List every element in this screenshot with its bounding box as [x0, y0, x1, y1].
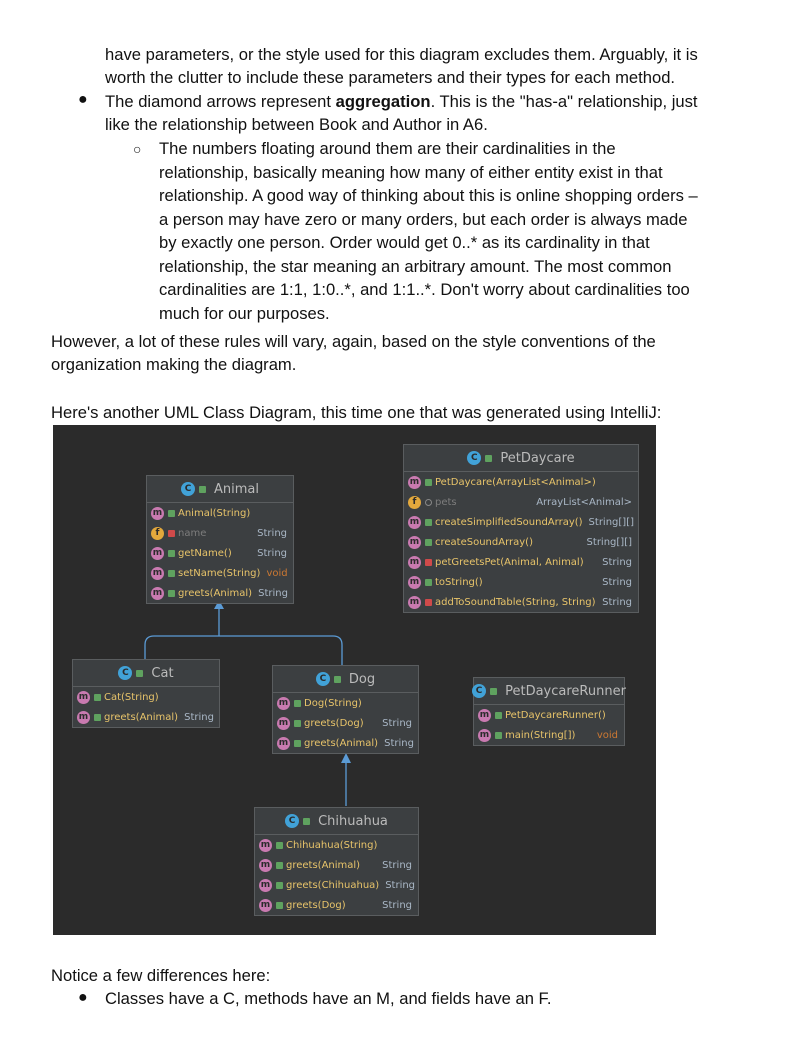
member-type: String: [257, 527, 287, 539]
public-visibility-icon: [276, 882, 283, 889]
public-visibility-icon: [168, 590, 175, 597]
bullet-aggregation: The diamond arrows represent aggregation. This is the "has-a" relationship, just: [105, 92, 698, 111]
class-icon: C: [467, 451, 481, 465]
method-row[interactable]: [273, 693, 418, 713]
member-name: petGreetsPet(Animal, Animal): [435, 556, 584, 568]
public-visibility-icon: [94, 714, 101, 721]
class-petdaycare[interactable]: [403, 444, 639, 613]
method-row[interactable]: [404, 572, 638, 592]
member-name: greets(Dog): [286, 899, 346, 911]
paragraph-line: have parameters, or the style used for this diagram excludes them. Arguably, it is: [105, 45, 698, 64]
class-name: PetDaycareRunner: [505, 683, 626, 699]
member-name: Cat(String): [104, 691, 159, 703]
public-visibility-icon: [334, 676, 341, 683]
public-visibility-icon: [168, 550, 175, 557]
diagram-intro: Here's another UML Class Diagram, this time one that was generated using IntelliJ:: [51, 403, 662, 422]
method-row[interactable]: [273, 733, 418, 753]
class-icon: C: [285, 814, 299, 828]
member-type: String: [258, 587, 288, 599]
sub-bullet-line: relationship, basically meaning how many of either entity exist in that: [159, 162, 663, 182]
class-petdaycarerunner[interactable]: [473, 677, 625, 746]
sub-bullet-line: a person may have zero or many orders, but each order is always made: [159, 209, 688, 229]
method-icon: m: [409, 536, 420, 547]
public-visibility-icon: [495, 712, 502, 719]
member-name: greets(Animal): [178, 587, 253, 599]
bullet-icons: Classes have a C, methods have an M, and fields have an F.: [105, 989, 552, 1008]
member-name: name: [178, 527, 207, 539]
public-visibility-icon: [168, 570, 175, 577]
class-animal[interactable]: [146, 475, 294, 604]
paragraph-line: worth the clutter to include these parameters and their types for each method.: [105, 68, 676, 87]
member-name: pets: [435, 496, 457, 508]
method-row[interactable]: [273, 713, 418, 733]
member-name: setName(String): [178, 567, 261, 579]
notice-text: Notice a few differences here:: [51, 966, 271, 985]
private-visibility-icon: [425, 599, 432, 606]
method-icon: m: [78, 691, 89, 702]
public-visibility-icon: [276, 862, 283, 869]
public-visibility-icon: [425, 519, 432, 526]
member-type: String: [384, 737, 414, 749]
public-visibility-icon: [425, 579, 432, 586]
public-visibility-icon: [136, 670, 143, 677]
method-icon: m: [260, 839, 271, 850]
method-icon: m: [479, 729, 490, 740]
aggregation-bold: aggregation: [335, 92, 431, 111]
class-icon: C: [181, 482, 195, 496]
class-header: [73, 660, 219, 687]
public-visibility-icon: [94, 694, 101, 701]
sub-bullet-line: The numbers floating around them are their cardinalities in the: [159, 139, 616, 158]
method-row[interactable]: [474, 705, 624, 725]
class-header: [404, 445, 638, 472]
sub-bullet-line: relationship, the star meaning an arbitrary amount. The most common: [159, 256, 672, 276]
public-visibility-icon: [276, 902, 283, 909]
class-name: Cat: [151, 665, 174, 681]
public-visibility-icon: [294, 720, 301, 727]
field-row[interactable]: [404, 492, 638, 512]
field-icon: f: [408, 496, 421, 509]
field-row[interactable]: [147, 523, 293, 543]
field-icon: f: [151, 527, 164, 540]
class-name: Dog: [348, 671, 376, 687]
method-icon: m: [278, 697, 289, 708]
member-name: createSoundArray(): [435, 536, 533, 548]
class-icon: C: [118, 666, 132, 680]
public-visibility-icon: [168, 510, 175, 517]
method-row[interactable]: [404, 592, 638, 612]
member-type: String[][]: [586, 536, 632, 548]
method-icon: m: [152, 567, 163, 578]
method-icon: m: [409, 516, 420, 527]
public-visibility-icon: [425, 539, 432, 546]
member-name: Dog(String): [304, 697, 362, 709]
public-visibility-icon: [276, 842, 283, 849]
method-icon: m: [409, 476, 420, 487]
member-name: Chihuahua(String): [286, 839, 378, 851]
class-chihuahua[interactable]: [254, 807, 419, 916]
member-type: String: [602, 596, 632, 608]
method-icon: m: [260, 859, 271, 870]
method-row[interactable]: [255, 855, 418, 875]
member-name: Animal(String): [178, 507, 251, 519]
method-row[interactable]: [147, 583, 293, 603]
method-row[interactable]: [404, 532, 638, 552]
member-name: getName(): [178, 547, 232, 559]
class-name: PetDaycare: [500, 450, 575, 466]
member-name: createSimplifiedSoundArray(): [435, 516, 583, 528]
method-icon: m: [152, 587, 163, 598]
method-row[interactable]: [73, 707, 219, 727]
arrow-head-dog: [341, 753, 351, 763]
method-icon: m: [409, 596, 420, 607]
sub-bullet-line: much for our purposes.: [159, 303, 330, 323]
public-visibility-icon: [485, 455, 492, 462]
bullet-dot: ●: [78, 989, 88, 1006]
member-type: String: [602, 556, 632, 568]
member-type: String: [382, 717, 412, 729]
method-row[interactable]: [404, 512, 638, 532]
class-dog[interactable]: [272, 665, 419, 754]
member-name: toString(): [435, 576, 483, 588]
method-row[interactable]: [73, 687, 219, 707]
method-row[interactable]: [255, 895, 418, 915]
member-name: greets(Animal): [286, 859, 361, 871]
member-type: String: [602, 576, 632, 588]
method-icon: m: [278, 737, 289, 748]
method-row[interactable]: [474, 725, 624, 745]
package-visibility-icon: [425, 499, 432, 506]
method-icon: m: [260, 879, 271, 890]
member-type: ArrayList<Animal>: [536, 496, 632, 508]
class-name: Chihuahua: [318, 813, 388, 829]
sub-bullet-line: by exactly one person. Order would get 0..* as its cardinality in that: [159, 233, 650, 252]
method-row[interactable]: [255, 875, 418, 895]
member-type: String: [257, 547, 287, 559]
class-cat[interactable]: [72, 659, 220, 728]
method-icon: m: [260, 899, 271, 910]
method-row[interactable]: [147, 503, 293, 523]
method-icon: m: [152, 507, 163, 518]
method-row[interactable]: [147, 563, 293, 583]
private-visibility-icon: [168, 530, 175, 537]
public-visibility-icon: [303, 818, 310, 825]
member-type: String[][]: [588, 516, 634, 528]
method-row[interactable]: [404, 552, 638, 572]
paragraph-line: like the relationship between Book and Author in A6.: [105, 115, 488, 134]
method-icon: m: [409, 576, 420, 587]
uml-class-diagram: [53, 425, 656, 935]
method-icon: m: [78, 711, 89, 722]
class-name: Animal: [214, 481, 259, 497]
class-icon: C: [472, 684, 486, 698]
member-type: String: [385, 879, 416, 891]
member-name: main(String[]): [505, 729, 576, 741]
method-row[interactable]: [404, 472, 638, 492]
member-type: String: [184, 711, 214, 723]
member-name: greets(Animal): [104, 711, 179, 723]
member-name: PetDaycareRunner(): [505, 709, 606, 721]
member-name: addToSoundTable(String, String): [435, 596, 596, 608]
member-name: greets(Animal): [304, 737, 379, 749]
member-name: greets(Chihuahua): [286, 879, 380, 891]
method-row[interactable]: [147, 543, 293, 563]
private-visibility-icon: [425, 559, 432, 566]
member-type: String: [382, 859, 412, 871]
member-type: void: [266, 567, 288, 579]
member-type: void: [596, 729, 618, 741]
member-type: String: [382, 899, 412, 911]
class-header: [273, 666, 418, 693]
method-icon: m: [479, 709, 490, 720]
member-name: PetDaycare(ArrayList<Animal>): [435, 476, 596, 488]
paragraph-line: However, a lot of these rules will vary, again, based on the style conventions of the: [51, 332, 656, 351]
public-visibility-icon: [425, 479, 432, 486]
public-visibility-icon: [294, 740, 301, 747]
class-icon: C: [316, 672, 330, 686]
class-header: [255, 808, 418, 835]
method-icon: m: [278, 717, 289, 728]
class-header: [147, 476, 293, 503]
bullet-dot: ●: [78, 91, 88, 108]
method-icon: m: [152, 547, 163, 558]
sub-bullet-line: cardinalities are 1:1, 1:0..*, and 1:1..*. Don't worry about cardinalities too: [159, 280, 690, 299]
method-row[interactable]: [255, 835, 418, 855]
public-visibility-icon: [495, 732, 502, 739]
sub-bullet-circle: ○: [133, 141, 142, 157]
public-visibility-icon: [490, 688, 497, 695]
public-visibility-icon: [294, 700, 301, 707]
method-icon: m: [409, 556, 420, 567]
class-header: [474, 678, 624, 705]
sub-bullet-line: relationship. A good way of thinking about this is online shopping orders –: [159, 186, 698, 205]
public-visibility-icon: [199, 486, 206, 493]
paragraph-line: organization making the diagram.: [51, 355, 297, 374]
member-name: greets(Dog): [304, 717, 364, 729]
